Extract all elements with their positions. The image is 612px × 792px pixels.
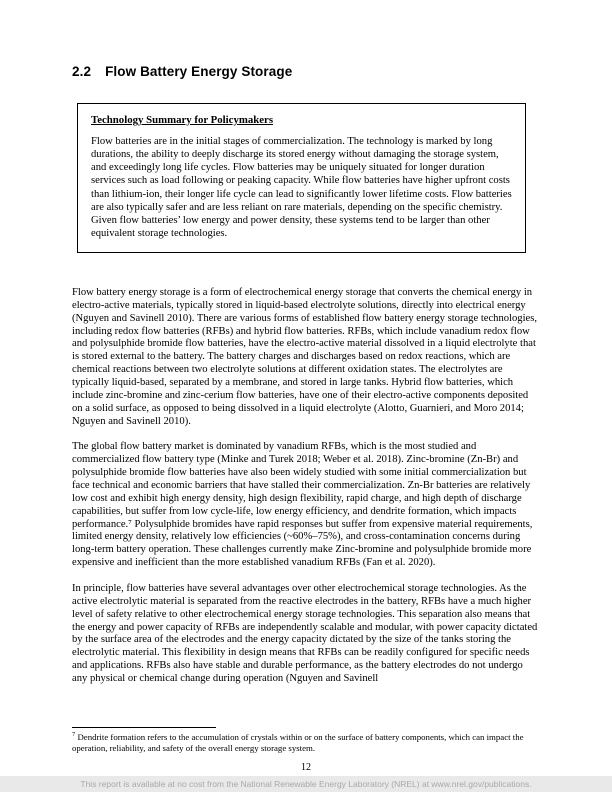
page-content [72,64,540,699]
section-heading [72,64,540,79]
footnote-marker: 7 [72,731,76,739]
summary-box-body: Flow batteries are in the initial stages of commercialization. The technology is marked by long durations, the ability to deeply discharge its stored energy without damaging the storage system, and exceedingly long life cycles. Flow batteries may be uniquely situated for longer duration services such as load following or peaking capacity. While flow batteries have higher upfront costs than lithium-ion, their longer life cycle can lead to significantly lower lifetime costs. Flow batteries are also typically safer and are less reliant on rare materials, depending on the specific chemistry. Given flow batteries’ low energy and power density, these systems tend to be larger than other equivalent storage technologies. [91,136,512,239]
page-number: 12 [301,762,311,773]
paragraph-1: Flow battery energy storage is a form of electrochemical energy storage that converts the chemical energy in electro-active materials, typically stored in liquid-based electrolyte solutions, directly into electrical energy (Nguyen and Savinell 2010). There are various forms of established flow battery energy storage technologies, including redox flow batteries (RFBs) and hybrid flow batteries. RFBs, which include vanadium redox flow and polysulphide bromide flow batteries, have the electro-active material dissolved in a liquid electrolyte that is stored external to the battery. The battery charges and discharges based on redox reactions, which are chemical reactions between two electrolyte solutions at different oxidation states. The electrolytes are typically liquid-based, separated by a membrane, and stored in large tanks. Hybrid flow batteries, which include zinc-bromine and zinc-cerium flow batteries, have one of their electro-active components deposited on a solid surface, as opposed to being dissolved in a liquid electrolyte (Alotto, Guarnieri, and Moro 2014; Nguyen and Savinell 2010). [72,287,538,427]
footer-availability-note: This report is available at no cost from the National Renewable Energy Laboratory (NREL) at www.nrel.gov/publications. [0,776,612,792]
technology-summary-box [77,103,526,253]
section-title: Flow Battery Energy Storage [105,64,293,79]
summary-box-title: Technology Summary for Policymakers [91,114,274,126]
footnote-text [72,732,540,755]
footnote-separator [72,727,216,728]
footnote-block [72,727,540,755]
footnote-body: Dendrite formation refers to the accumulation of crystals within or on the surface of battery components, which can impact the operation, reliability, and safety of the overall energy storage system. [72,732,524,754]
section-number: 2.2 [72,64,92,79]
paragraph-2: The global flow battery market is dominated by vanadium RFBs, which is the most studied and commercialized flow battery type (Minke and Turek 2018; Weber et al. 2018). Zinc-bromine (Zn-Br) and polysulphide bromide flow batteries have also been widely studied with some initial commercialization but face technical and economic barriers that have stalled their commercialization. Zn-Br batteries are relatively low cost and exhibit high energy density, high design flexibility, rapid charge, and high depth of discharge capabilities, but suffer from low cycle-life, low energy efficiency, and dendrite formation, which impacts performance.⁷ Polysulphide bromides have rapid responses but suffer from expensive material requirements, limited energy density, relatively low efficiencies (~60%–75%), and cross-contamination concerns during long-term battery operation. These challenges currently make Zinc-bromine and polysulphide bromide more expensive and inefficient than the more established vanadium RFBs (Fan et al. 2020). [72,441,533,569]
paragraph-3: In principle, flow batteries have several advantages over other electrochemical storage technologies. As the active electrolytic material is separated from the reactive electrodes in the battery, RFBs have a much higher level of safety relative to other electrochemical energy storage technologies. This separation also means that the energy and power capacity of RFBs are independently scalable and modular, with power capacity dictated by the surface area of the electrodes and the energy capacity dictated by the size of the tanks storing the electrolytic material. This flexibility in design means that RFBs can be readily configured for specific needs and applications. RFBs also have stable and durable performance, as the battery electrodes do not undergo any physical or chemical change during operation (Nguyen and Savinell [72,583,538,685]
